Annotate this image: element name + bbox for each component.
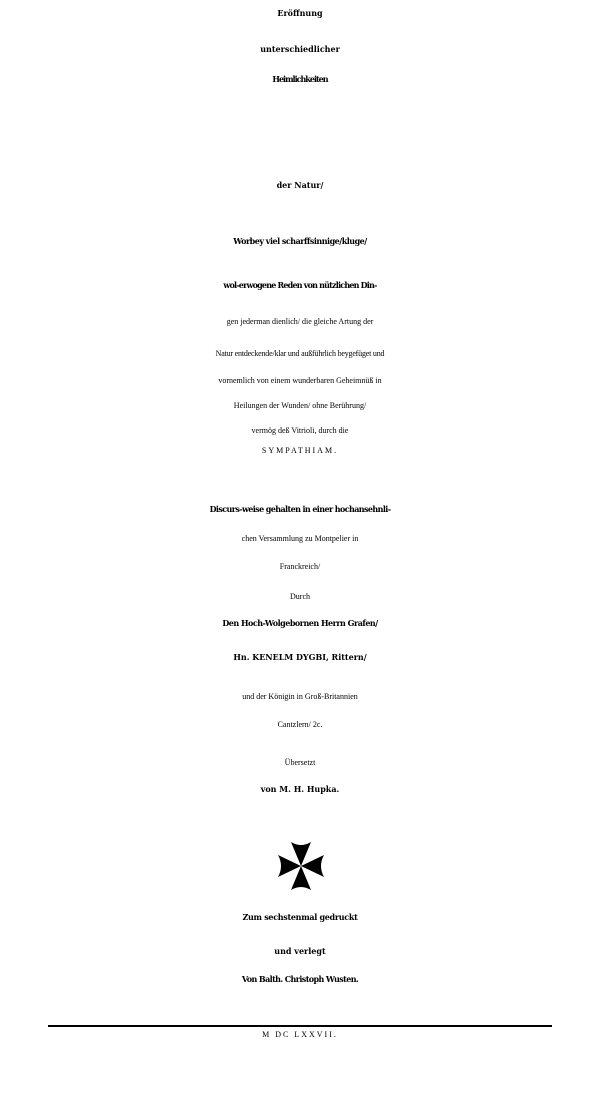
publisher-line: Von Balth. Christoph Wusten. [241,974,359,984]
title-line-sympathiam: SYMPATHIAM. [261,446,339,455]
imprint-year: M DC LXXVII. [262,1030,338,1039]
main-title-heimlichkeiten: Heimlichkeiten [272,74,328,84]
text-line-09: vornemlich von einem wunderbaren Geheimnüß in [218,376,382,385]
text-line-15: Franckreich/ [279,562,321,571]
text-line-19: und der Königin in Groß-Britannien [242,692,358,701]
imprint-line-24: und verlegt [274,946,326,956]
text-line-06: wol-erwogene Reden von nützlichen Din- [223,280,377,290]
text-line-13: Discurs-weise gehalten in einer hochansehnli- [209,504,391,514]
maltese-cross-icon [276,838,326,894]
text-line-07: gen jederman dienlich/ die gleiche Artung der [226,317,374,326]
text-line-durch: Durch [290,592,310,601]
text-line-14: chen Versammlung zu Montpelier in [241,534,359,543]
text-line-08: Natur entdeckende/klar und außführlich beygefüget und [215,349,385,358]
divider-rule [48,1025,552,1027]
title-line-eroffnung: Eröffnung [277,8,323,18]
author-line: Hn. KENELM DYGBI, Rittern/ [233,652,367,662]
title-line-der-natur: der Natur/ [276,180,324,190]
text-line-05: Worbey viel scharffsinnige/kluge/ [233,236,367,246]
text-line-20: Cantzlern/ 2c. [277,720,323,729]
translator-line: von M. H. Hupka. [260,784,340,794]
imprint-line-23: Zum sechstenmal gedruckt [242,912,358,922]
text-line-17: Den Hoch-Wolgebornen Herrn Grafen/ [222,618,378,628]
text-line-ubersetzt: Übersetzt [284,758,316,767]
title-line-unterschiedlicher: unterschiedlicher [260,44,340,54]
text-line-11: vermög deß Vitrioli, durch die [251,426,349,435]
text-line-10: Heilungen der Wunden/ ohne Berührung/ [233,401,367,410]
